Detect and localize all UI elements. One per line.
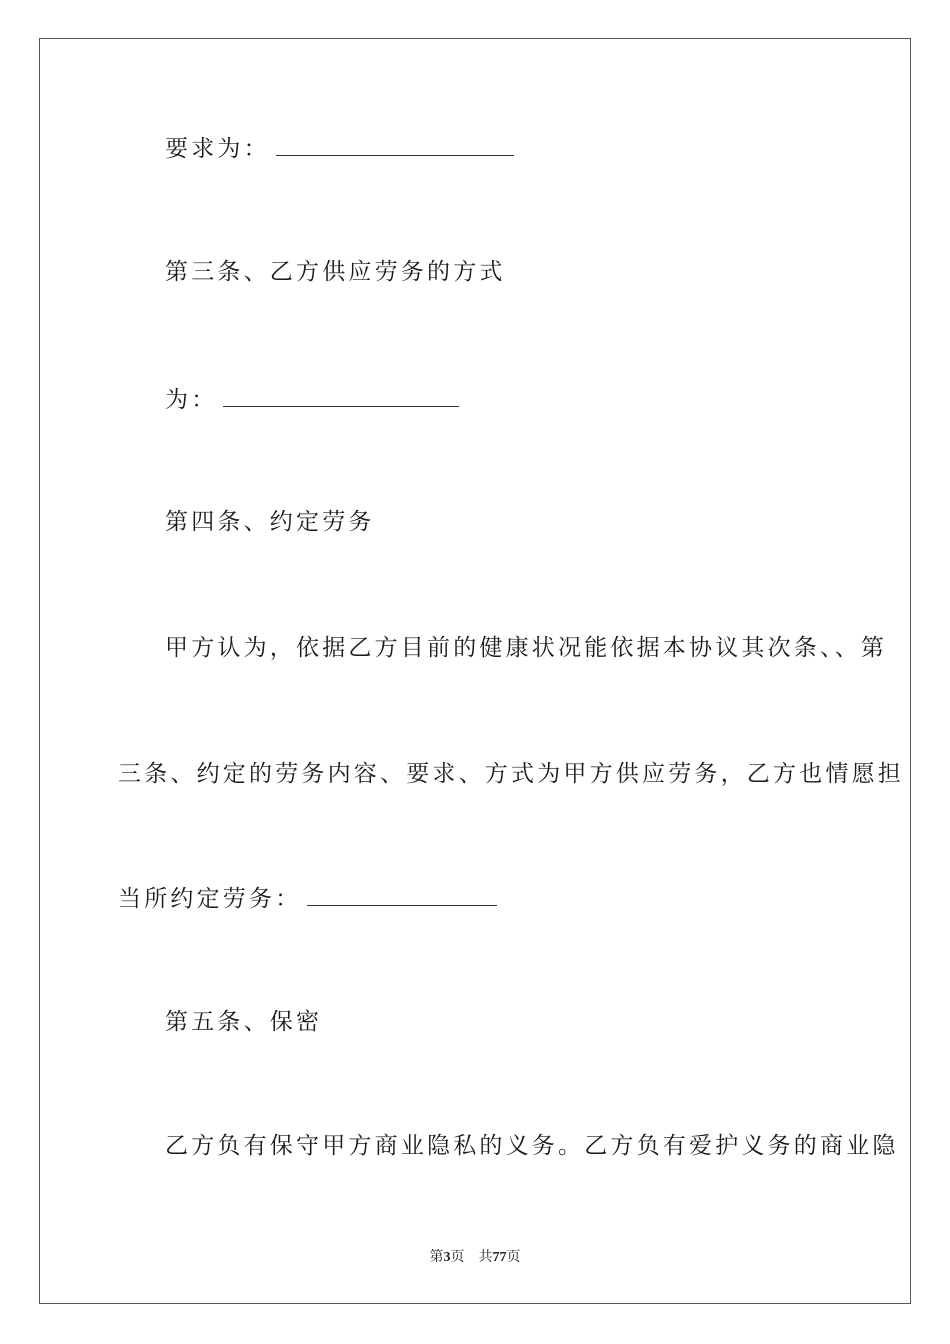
- fill-in-blank[interactable]: [307, 885, 497, 906]
- doc-line-1: [165, 134, 514, 164]
- total-pages: 77: [492, 1250, 507, 1265]
- doc-line-7: [118, 884, 497, 914]
- page-prefix: 第: [429, 1250, 444, 1265]
- doc-line-6: [118, 759, 904, 789]
- doc-line-3: [165, 385, 459, 415]
- doc-line-4: [165, 507, 375, 537]
- total-prefix: 共: [478, 1250, 493, 1265]
- line-text: 乙方负有保守甲方商业隐私的义务。乙方负有爱护义务的商业隐: [165, 1133, 899, 1159]
- total-suffix: 页: [506, 1250, 521, 1265]
- line-text: 为：: [165, 387, 218, 413]
- line-text: 第四条、约定劳务: [165, 509, 375, 535]
- doc-line-8: [165, 1007, 322, 1037]
- line-text: 第五条、保密: [165, 1009, 323, 1035]
- doc-line-5: [165, 633, 887, 663]
- line-text: 第三条、乙方供应劳务的方式: [165, 259, 506, 285]
- line-text: 甲方认为，依据乙方目前的健康状况能依据本协议其次条、、第: [165, 635, 888, 661]
- fill-in-blank[interactable]: [276, 135, 514, 156]
- page-suffix: 页: [450, 1250, 465, 1265]
- line-text: 当所约定劳务：: [118, 886, 302, 912]
- page-frame: [39, 38, 911, 1304]
- line-text: 要求为：: [165, 136, 270, 162]
- doc-line-2: [165, 257, 506, 287]
- line-text: 三条、约定的劳务内容、要求、方式为甲方供应劳务，乙方也情愿担: [118, 761, 904, 787]
- doc-line-9: [165, 1131, 899, 1161]
- page-number: 3: [443, 1250, 451, 1265]
- page-footer: [0, 1246, 950, 1266]
- fill-in-blank[interactable]: [223, 386, 459, 407]
